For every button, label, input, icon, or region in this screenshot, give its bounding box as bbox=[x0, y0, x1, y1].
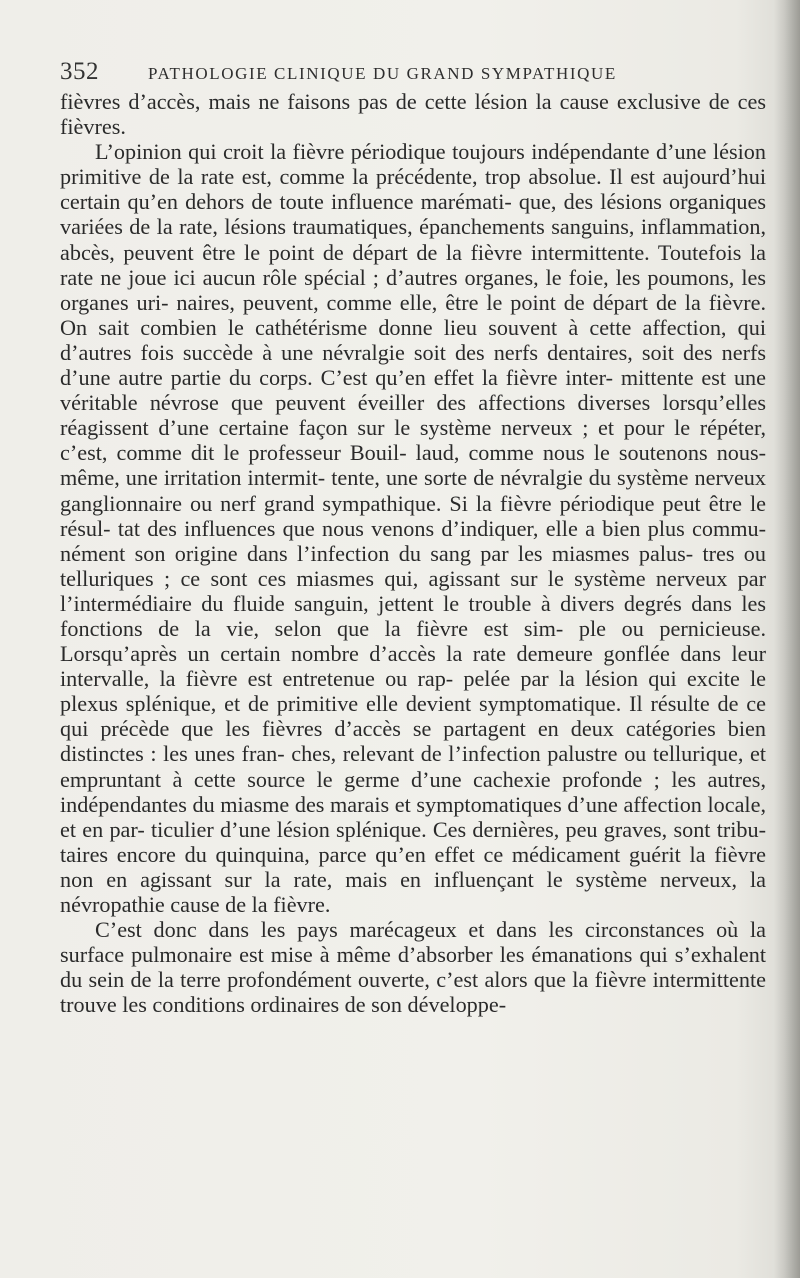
paragraph-splenic-lesion: L’opinion qui croit la fièvre périodique toujours indépendante d’une lésion primitive de la rate est, comme la précédente, trop absolue. Il est aujourd’hui certain qu’en dehors de toute influence marémati- que, des lésions organiques variées de la rate, lésions traumatiques, épanchements sanguins, inflammation, abcès, peuvent être le point de départ de la fièvre intermittente. Toutefois la rate ne joue ici aucun rôle spécial ; d’autres organes, le foie, les poumons, les organes uri- naires, peuvent, comme elle, être le point de départ de la fièvre. On sait combien le cathétérisme donne lieu souvent à cette affection, qui d’autres fois succède à une névralgie soit des nerfs dentaires, soit des nerfs d’une autre partie du corps. C’est qu’en effet la fièvre inter- mittente est une véritable névrose que peuvent éveiller des affections diverses lorsqu’elles réagissent d’une certaine façon sur le système nerveux ; et pour le répéter, c’est, comme dit le professeur Bouil- laud, comme nous le soutenons nous-même, une irritation intermit- tente, une sorte de névralgie du système nerveux ganglionnaire ou nerf grand sympathique. Si la fièvre périodique peut être le résul- tat des influences que nous venons d’indiquer, elle a bien plus commu- nément son origine dans l’infection du sang par les miasmes palus- tres ou telluriques ; ce sont ces miasmes qui, agissant sur le système nerveux par l’intermédiaire du fluide sanguin, jettent le trouble à divers degrés dans les fonctions de la vie, selon que la fièvre est sim- ple ou pernicieuse. Lorsqu’après un certain nombre d’accès la rate demeure gonflée dans leur intervalle, la fièvre est entretenue ou rap- pelée par la lésion qui excite le plexus splénique, et de primitive elle devient symptomatique. Il résulte de ce qui précède que les fièvres d’accès se partagent en deux catégories bien distinctes : les unes fran- ches, relevant de l’infection palustre ou tellurique, et empruntant à cette source le germe d’une cachexie profonde ; les autres, indépendantes du miasme des marais et symptomatiques d’une affection locale, et en par- ticulier d’une lésion splénique. Ces dernières, peu graves, sont tribu- taires encore du quinquina, parce qu’en effet ce médicament guérit la fièvre non en agissant sur la rate, mais en influençant le système nerveux, la névropathie cause de la fièvre. bbox=[60, 139, 766, 917]
paragraph-continuation: fièvres d’accès, mais ne faisons pas de cette lésion la cause exclusive de ces fièvres. bbox=[60, 89, 766, 140]
page-header bbox=[60, 58, 760, 88]
paragraph-marshy-regions: C’est donc dans les pays marécageux et dans les circonstances où la surface pulmonaire est mise à même d’absorber les émanations qui s’exhalent du sein de la terre profondément ouverte, c’est alors que la fièvre intermittente trouve les conditions ordinaires de son développe- bbox=[60, 917, 766, 1018]
page-edge-shadow bbox=[774, 0, 800, 1278]
running-head: PATHOLOGIE CLINIQUE DU GRAND SYMPATHIQUE bbox=[148, 64, 617, 83]
page-number: 352 bbox=[60, 58, 99, 85]
body-text bbox=[60, 89, 766, 1017]
